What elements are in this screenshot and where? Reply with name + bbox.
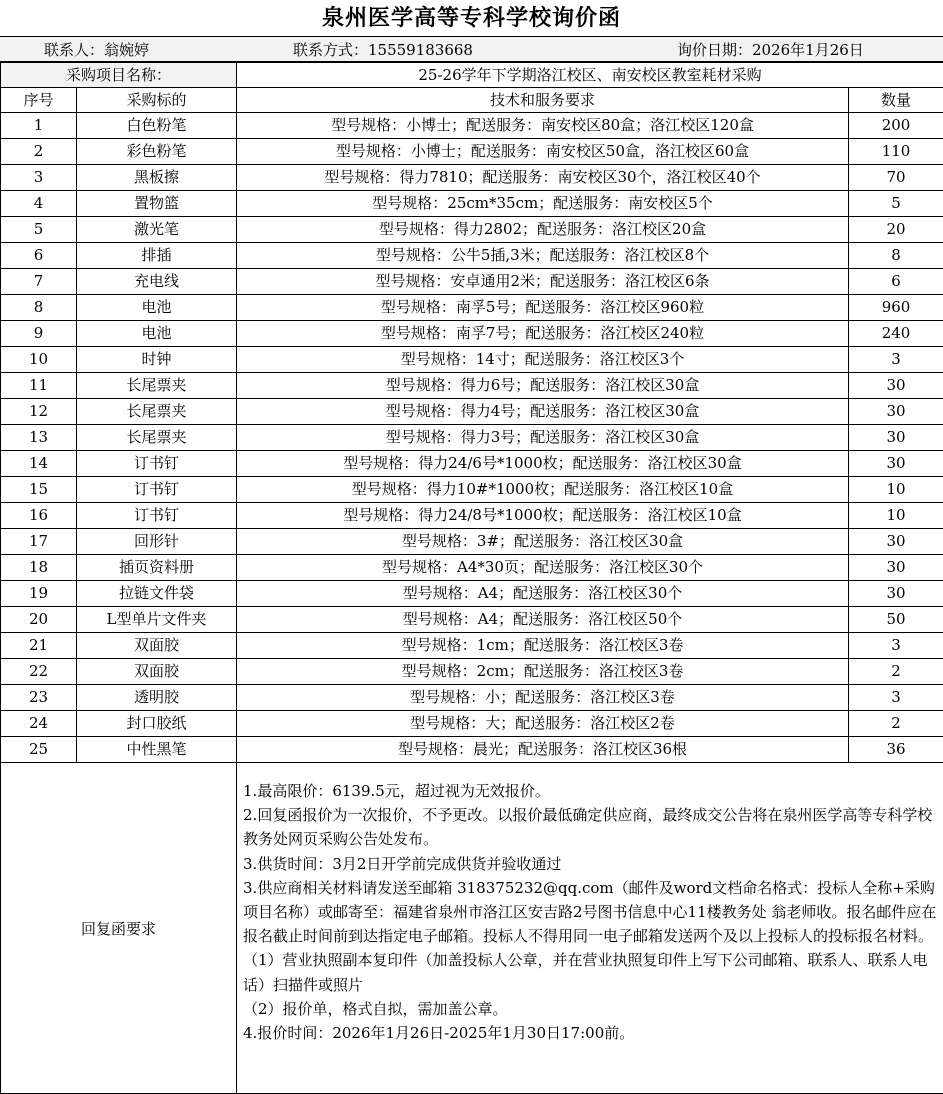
item-requirements: 型号规格：公牛5插,3米；配送服务：洛江校区8个 [237,243,849,269]
table-header-row [1,88,943,113]
col-header-requirements: 技术和服务要求 [237,88,849,113]
item-requirements: 型号规格：得力7810；配送服务：南安校区30个，洛江校区40个 [237,165,849,191]
item-name: 插页资料册 [77,555,237,581]
table-row [1,633,943,659]
item-name: 中性黑笔 [77,737,237,763]
item-name: 充电线 [77,269,237,295]
item-requirements: 型号规格：晨光；配送服务：洛江校区36根 [237,737,849,763]
requirement-line: （1）营业执照副本复印件（加盖投标人公章，并在营业执照复印件上写下公司邮箱、联系人、联系人电话）扫描件或照片 [243,951,928,994]
item-quantity: 70 [849,165,943,191]
table-row [1,425,943,451]
table-row [1,737,943,763]
requirements-row [1,763,943,1094]
contact-info-bar [0,36,943,62]
table-row [1,165,943,191]
item-requirements: 型号规格：得力24/6号*1000枚；配送服务：洛江校区30盒 [237,451,849,477]
item-requirements: 型号规格：得力2802；配送服务：洛江校区20盒 [237,217,849,243]
item-requirements: 型号规格：南孚5号；配送服务：洛江校区960粒 [237,295,849,321]
item-quantity: 8 [849,243,943,269]
table-row [1,295,943,321]
item-no: 9 [1,321,77,347]
item-requirements: 型号规格：小博士；配送服务：南安校区50盒，洛江校区60盒 [237,139,849,165]
table-row [1,555,943,581]
item-no: 19 [1,581,77,607]
inquiry-date: 询价日期：2026年1月26日 [677,41,864,59]
inquiry-table [0,62,943,1094]
item-requirements: 型号规格：2cm；配送服务：洛江校区3卷 [237,659,849,685]
item-quantity: 36 [849,737,943,763]
requirements-label: 回复函要求 [1,763,237,1094]
item-requirements: 型号规格：大；配送服务：洛江校区2卷 [237,711,849,737]
item-requirements: 型号规格：得力24/8号*1000枚；配送服务：洛江校区10盒 [237,503,849,529]
item-quantity: 30 [849,451,943,477]
item-no: 17 [1,529,77,555]
item-requirements: 型号规格：A4*30页；配送服务：洛江校区30个 [237,555,849,581]
item-name: 双面胶 [77,633,237,659]
table-row [1,373,943,399]
item-no: 12 [1,399,77,425]
item-no: 3 [1,165,77,191]
requirement-line: （2）报价单，格式自拟，需加盖公章。 [243,999,508,1018]
item-quantity: 3 [849,633,943,659]
item-name: 置物篮 [77,191,237,217]
item-quantity: 30 [849,529,943,555]
item-name: 白色粉笔 [77,113,237,139]
item-requirements: 型号规格：A4；配送服务：洛江校区30个 [237,581,849,607]
item-name: 封口胶纸 [77,711,237,737]
project-label: 采购项目名称： [1,63,237,88]
item-name: 透明胶 [77,685,237,711]
requirement-line: 3.供货时间：3月2日开学前完成供货并验收通过 [243,854,562,873]
item-quantity: 50 [849,607,943,633]
item-name: 订书钉 [77,503,237,529]
item-no: 14 [1,451,77,477]
item-name: L型单片文件夹 [77,607,237,633]
item-quantity: 30 [849,399,943,425]
item-no: 4 [1,191,77,217]
item-no: 22 [1,659,77,685]
item-name: 黑板擦 [77,165,237,191]
table-row [1,451,943,477]
item-no: 16 [1,503,77,529]
item-quantity: 3 [849,685,943,711]
item-quantity: 960 [849,295,943,321]
col-header-item: 采购标的 [77,88,237,113]
item-quantity: 6 [849,269,943,295]
item-quantity: 240 [849,321,943,347]
item-quantity: 10 [849,503,943,529]
table-row [1,503,943,529]
table-row [1,113,943,139]
item-quantity: 5 [849,191,943,217]
item-name: 回形针 [77,529,237,555]
table-row [1,347,943,373]
requirement-line: 1.最高限价：6139.5元，超过视为无效报价。 [243,782,550,800]
requirement-line: 4.报价时间：2026年1月26日-2025年1月30日17:00前。 [243,1024,635,1043]
item-quantity: 30 [849,555,943,581]
table-row [1,477,943,503]
table-row [1,243,943,269]
item-no: 23 [1,685,77,711]
requirement-line: 2.回复函报价为一次报价，不予更改。以报价最低确定供应商，最终成交公告将在泉州医学高等专科学校教务处网页采购公告处发布。 [243,806,933,849]
item-quantity: 20 [849,217,943,243]
item-requirements: 型号规格：14寸；配送服务：洛江校区3个 [237,347,849,373]
item-no: 18 [1,555,77,581]
item-no: 20 [1,607,77,633]
item-requirements: 型号规格：1cm；配送服务：洛江校区3卷 [237,633,849,659]
item-requirements: 型号规格：南孚7号；配送服务：洛江校区240粒 [237,321,849,347]
item-no: 8 [1,295,77,321]
item-no: 5 [1,217,77,243]
table-row [1,217,943,243]
requirement-line: 3.供应商相关材料请发送至邮箱 318375232@qq.com（邮件及word文档命名格式：投标人全称+采购项目名称）或邮寄至：福建省泉州市洛江区安吉路2号图书信息中心11楼教务处 翁老师收。报名邮件应在报名截止时间前到达指定电子邮箱。投标人不得用同一电子邮箱发送两个及以上投标人的投标报名材料。 [243,878,937,946]
item-quantity: 2 [849,711,943,737]
item-no: 6 [1,243,77,269]
item-no: 11 [1,373,77,399]
item-requirements: 型号规格：3#；配送服务：洛江校区30盒 [237,529,849,555]
item-requirements: 型号规格：小；配送服务：洛江校区3卷 [237,685,849,711]
project-name: 25-26学年下学期洛江校区、南安校区教室耗材采购 [237,63,943,88]
item-name: 彩色粉笔 [77,139,237,165]
item-no: 10 [1,347,77,373]
project-row [1,63,943,88]
table-row [1,529,943,555]
item-requirements: 型号规格：得力6号；配送服务：洛江校区30盒 [237,373,849,399]
item-requirements: 型号规格：安卓通用2米；配送服务：洛江校区6条 [237,269,849,295]
item-no: 21 [1,633,77,659]
table-row [1,581,943,607]
item-name: 拉链文件袋 [77,581,237,607]
table-row [1,711,943,737]
item-quantity: 200 [849,113,943,139]
item-quantity: 10 [849,477,943,503]
table-row [1,191,943,217]
item-name: 订书钉 [77,477,237,503]
item-requirements: 型号规格：得力10#*1000枚；配送服务：洛江校区10盒 [237,477,849,503]
item-name: 时钟 [77,347,237,373]
table-row [1,685,943,711]
item-quantity: 110 [849,139,943,165]
col-header-quantity: 数量 [849,88,943,113]
item-name: 长尾票夹 [77,425,237,451]
item-quantity: 30 [849,425,943,451]
item-quantity: 30 [849,581,943,607]
item-name: 双面胶 [77,659,237,685]
item-requirements: 型号规格：A4；配送服务：洛江校区50个 [237,607,849,633]
item-name: 长尾票夹 [77,373,237,399]
item-no: 2 [1,139,77,165]
contact-method: 联系方式：15559183668 [293,41,473,59]
item-name: 长尾票夹 [77,399,237,425]
table-row [1,321,943,347]
table-row [1,659,943,685]
item-name: 订书钉 [77,451,237,477]
item-name: 电池 [77,295,237,321]
contact-person: 联系人：翁婉婷 [44,41,150,59]
item-no: 15 [1,477,77,503]
item-no: 1 [1,113,77,139]
item-name: 排插 [77,243,237,269]
item-requirements: 型号规格：小博士；配送服务：南安校区80盒；洛江校区120盒 [237,113,849,139]
table-row [1,607,943,633]
requirements-text [237,763,943,1094]
item-quantity: 30 [849,373,943,399]
item-no: 13 [1,425,77,451]
item-requirements: 型号规格：25cm*35cm；配送服务：南安校区5个 [237,191,849,217]
item-no: 25 [1,737,77,763]
item-no: 7 [1,269,77,295]
col-header-no: 序号 [1,88,77,113]
item-quantity: 2 [849,659,943,685]
table-row [1,139,943,165]
item-requirements: 型号规格：得力4号；配送服务：洛江校区30盒 [237,399,849,425]
item-quantity: 3 [849,347,943,373]
table-row [1,399,943,425]
document-title: 泉州医学高等专科学校询价函 [321,5,621,31]
item-name: 激光笔 [77,217,237,243]
table-row [1,269,943,295]
item-name: 电池 [77,321,237,347]
item-no: 24 [1,711,77,737]
item-requirements: 型号规格：得力3号；配送服务：洛江校区30盒 [237,425,849,451]
